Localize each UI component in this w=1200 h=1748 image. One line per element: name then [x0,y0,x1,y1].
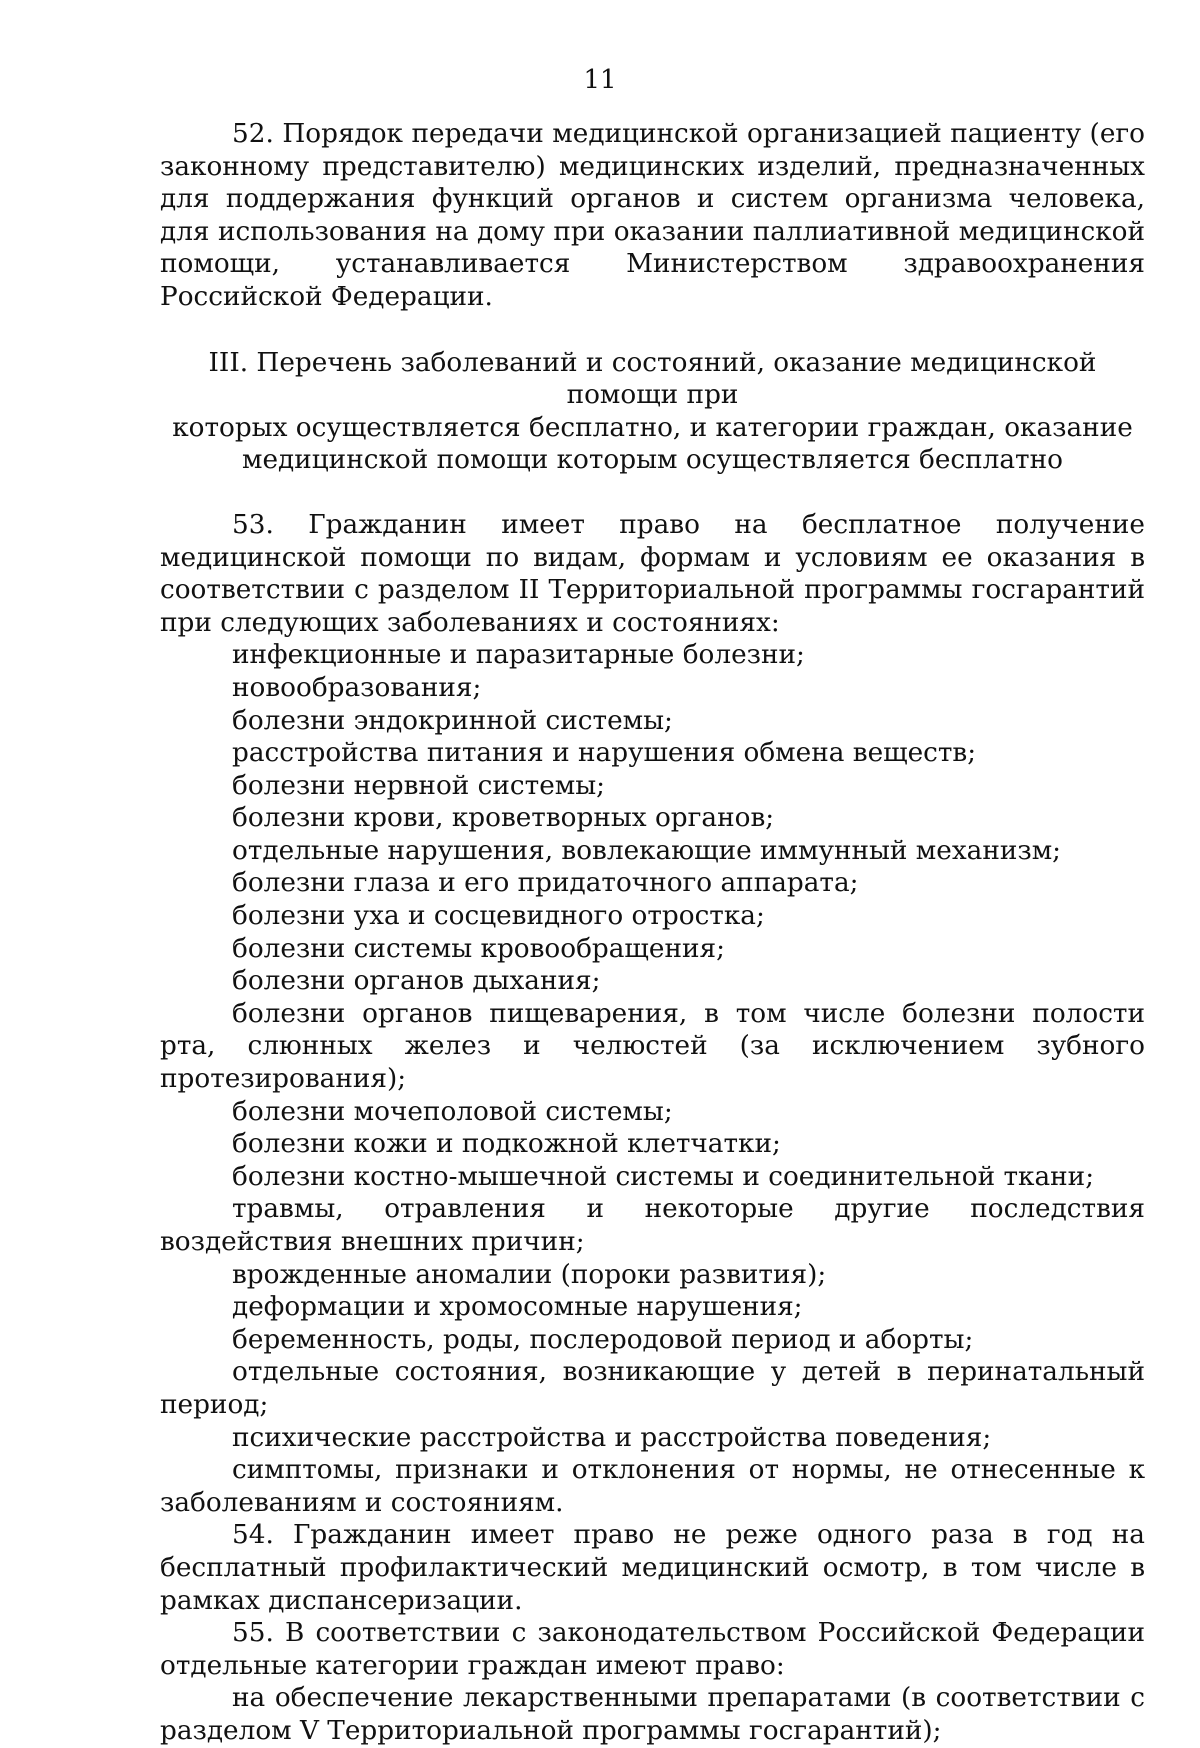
section-heading [160,347,1145,477]
list-item: болезни системы кровообращения; [232,933,725,964]
list-item: симптомы, признаки и отклонения от нормы, не отнесенные к заболеваниям и состояниям. [160,1455,1145,1518]
list-item: болезни крови, кроветворных органов; [232,803,775,834]
list-item: болезни уха и сосцевидного отростка; [232,901,765,932]
paragraph-54: 54. Гражданин имеет право не реже одного раза в год на бесплатный профилактический медицинский осмотр, в том числе в рамках диспансеризации. [160,1520,1145,1616]
list-item: новообразования; [232,672,482,703]
list-item: травмы, отравления и некоторые другие последствия воздействия внешних причин; [160,1194,1145,1257]
section-heading-line-3: медицинской помощи которым осуществляется бесплатно [242,445,1063,476]
spacer [160,477,1145,509]
list-item: болезни кожи и подкожной клетчатки; [232,1129,781,1160]
list-item: беременность, роды, послеродовой период и аборты; [232,1324,974,1355]
list-item: отдельные нарушения, вовлекающие иммунный механизм; [232,835,1062,866]
document-body [160,118,1145,1748]
list-item: болезни глаза и его придаточного аппарата; [232,868,859,899]
list-item: психические расстройства и расстройства поведения; [232,1422,992,1453]
list-item: расстройства питания и нарушения обмена веществ; [232,738,977,769]
list-item: врожденные аномалии (пороки развития); [232,1259,827,1290]
paragraph-55-item: на обеспечение лекарственными препаратами (в соответствии с разделом V Территориальной программы госгарантий); [160,1683,1145,1746]
paragraph-53: 53. Гражданин имеет право на бесплатное получение медицинской помощи по видам, формам и условиям ее оказания в соответствии с разделом II Территориальной программы госгарантий при следующих заболеваниях и состояниях: [160,509,1145,638]
page-number: 11 [583,65,617,95]
list-item: деформации и хромосомные нарушения; [232,1292,803,1323]
list-item: болезни органов пищеварения, в том числе болезни полости рта, слюнных желез и челюстей (за исключением зубного протезирования); [160,998,1145,1095]
spacer [160,314,1145,347]
paragraph-55: 55. В соответствии с законодательством Российской Федерации отдельные категории граждан имеют право: [160,1618,1145,1681]
section-heading-line-2: которых осуществляется бесплатно, и категории граждан, оказание [172,412,1133,443]
list-item: болезни костно-мышечной системы и соединительной ткани; [232,1161,1095,1192]
list-item: болезни эндокринной системы; [232,705,673,736]
list-item: инфекционные и паразитарные болезни; [232,640,805,671]
list-item: болезни органов дыхания; [232,966,601,997]
conditions-list [160,639,1145,1519]
list-item: болезни мочеполовой системы; [232,1096,673,1127]
list-item: болезни нервной системы; [232,770,605,801]
list-item: отдельные состояния, возникающие у детей в перинатальный период; [160,1357,1145,1420]
paragraph-52: 52. Порядок передачи медицинской организацией пациенту (его законному представителю) медицинских изделий, предназначенных для поддержания функций органов и систем организма человека, для использования на дому при оказании паллиативной медицинской помощи, устанавливается Министерством здравоохранения Российской Федерации. [160,119,1145,312]
section-heading-line-1: III. Перечень заболеваний и состояний, оказание медицинской помощи при [208,347,1097,411]
